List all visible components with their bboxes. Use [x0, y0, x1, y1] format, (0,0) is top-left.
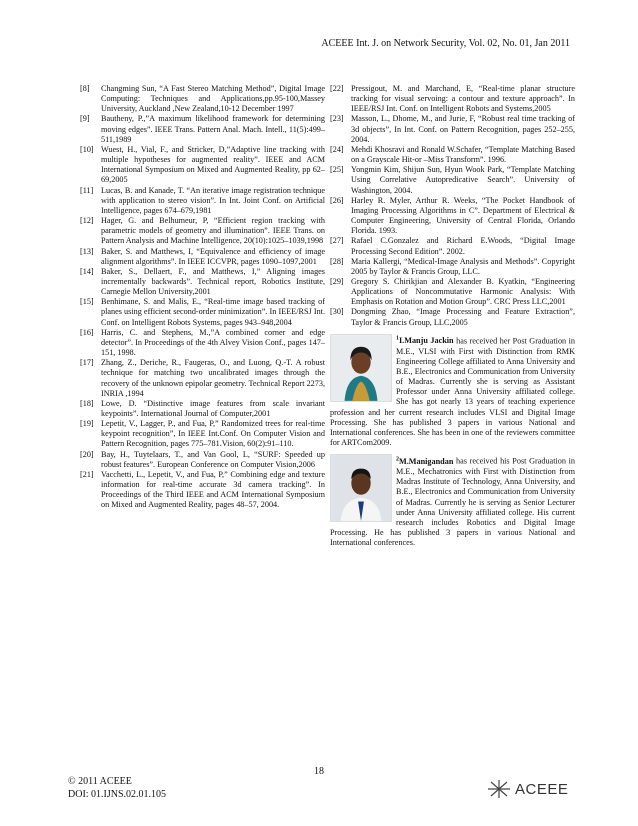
reference-number: [20]	[80, 449, 94, 459]
reference-number: [10]	[80, 144, 94, 154]
reference-item	[80, 145, 325, 186]
reference-number: [13]	[80, 246, 94, 256]
reference-text: Gregory S. Chirikjian and Alexander B. Kyatkin, “Engineering Applications of Noncommutative Harmonic Analysis: With Emphasis on Rotation and Motion Group”. CRC Press LLC,2001	[351, 276, 575, 307]
reference-number: [15]	[80, 297, 94, 307]
reference-item	[80, 267, 325, 297]
references-left-column	[80, 84, 325, 511]
reference-text: Bautheny, P.,”A maximum likelihood framework for determining moving edges”. IEEE Trans. Pattern Anal. Mach. Intell., 11(5):499–511,1989	[101, 114, 325, 144]
reference-item	[330, 84, 575, 114]
reference-text: Masson, L., Dhome, M., and Jurie, F, “Robust real time tracking of 3d objects”, In Int. Conf. on Pattern Recognition, pages 252–255, 2004.	[351, 114, 575, 144]
reference-text: Lepetit, V., Lagger, P., and Fua, P,” Randomized trees for real-time keypoint recognition”, In IEEE Int.Conf. On Computer Vision and Pattern Recognition, pages 775–781.Vision, 60(2):91–110.	[101, 419, 325, 449]
author-name-1: $^1$I.Manju Jackin	[396, 335, 454, 346]
author-bio-1	[330, 334, 575, 448]
aceee-logo	[486, 779, 568, 799]
reference-text: Maria Kallergi, “Medical-Image Analysis and Methods”. Copyright 2005 by Taylor & Francis Group, LLC.	[351, 256, 575, 276]
reference-text: Dongming Zhao, “Image Processing and Feature Extraction”, Taylor & Francis Group, LLC,2005	[351, 307, 575, 327]
journal-header: ACEEE Int. J. on Network Security, Vol. 02, No. 01, Jan 2011	[321, 38, 570, 49]
reference-text: Yongmin Kim, Shijun Sun, Hyun Wook Park, “Template Matching Using Correlative Autopredicative Search”. University of Washington, 2004.	[351, 165, 575, 195]
reference-text: Mehdi Khosravi and Ronald W.Schafer, “Template Matching Based on a Grayscale Hit-or –Miss Transform”. 1996.	[351, 144, 575, 165]
reference-text: Lowe, D. “Distinctive image features from scale invariant keypoints”. International Journal of Computer,2001	[101, 398, 325, 418]
reference-number: [8]	[80, 84, 90, 93]
reference-text: Changming Sun, “A Fast Stereo Matching Method”, Digital Image Computing: Techniques and Applications,pp.95-100,Massey University, Auckland ,New Zealand,10-12 December 1997	[101, 84, 325, 114]
reference-text: Harris, C. and Stephens, M.,”A combined corner and edge detector”. In Proceedings of the 4th Alvey Vision Conf., pages 147–151, 1998.	[101, 327, 325, 358]
reference-item	[80, 419, 325, 449]
reference-text: Benhimane, S. and Malis, E., “Real-time image based tracking of planes using efficient second-order minimization”. In IEEE/RSJ Int. Conf. on Intelligent Robots Systems, pages 943–948,2004	[101, 297, 325, 327]
reference-item	[80, 186, 325, 216]
reference-number: [25]	[330, 165, 344, 175]
reference-item	[80, 84, 325, 114]
reference-text: Baker, S. and Matthews, I, “Equivalence and efficiency of image alignment algorithms”. In IEEE ICCVPR, pages 1090–1097,2001	[101, 246, 325, 266]
reference-item	[80, 470, 325, 511]
reference-item	[330, 236, 575, 256]
reference-item	[80, 114, 325, 144]
man-portrait-icon	[331, 455, 391, 521]
reference-text: Baker, S., Dellaert, F., and Matthews, I,” Aligning images incrementally backwards”. Technical report, Robotics Institute, Carnegie Mellon University,2001	[101, 266, 325, 297]
reference-number: [30]	[330, 307, 344, 317]
reference-number: [23]	[330, 114, 344, 124]
reference-text: Vacchetti, L., Lepetit, V., and Fua, P,” Combining edge and texture information for real-time accurate 3d camera tracking”. In Proceedings of the Third IEEE and ACM International Symposium on Mixed and Augmented Reality, pages 48–57, 2004.	[101, 469, 325, 510]
logo-star-icon	[486, 779, 512, 799]
reference-number: [18]	[80, 398, 94, 408]
copyright: © 2011 ACEEE	[68, 776, 132, 787]
reference-number: [16]	[80, 327, 94, 337]
reference-item	[80, 358, 325, 399]
reference-text: Hager, G. and Belhumeur, P, “Efficient region tracking with parametric models of geometry and illumination”. IEEE Trans. on Pattern Analysis and Machine Intelligence, 20(10):1025–1039,1998	[101, 216, 325, 246]
reference-number: [17]	[80, 358, 94, 368]
reference-number: [24]	[330, 144, 344, 154]
author-name-2: $^2$M.Manigandan	[396, 456, 454, 466]
reference-number: [22]	[330, 84, 344, 93]
reference-number: [28]	[330, 256, 344, 266]
page-number: 18	[314, 766, 324, 777]
reference-item	[330, 114, 575, 144]
reference-item	[80, 450, 325, 470]
reference-item	[330, 165, 575, 195]
reference-text: Pressigout, M. and Marchand, E, “Real-time planar structure tracking for visual servoing: a contour and texture approach”. In IEEE/RSJ Int. Conf. on Intelligent Robots and Systems,2005	[351, 84, 575, 114]
reference-text: Zhang, Z., Deriche, R., Faugeras, O., and Luong, Q.-T. A robust technique for matching two uncalibrated images through the recovery of the unknown epipolar geometry. Technical Report 2273, INRIA ,1994	[101, 358, 325, 398]
reference-number: [21]	[80, 469, 94, 479]
reference-text: Bay, H., Tuytelaars, T., and Van Gool, L, “SURF: Speeded up robust features”. European Conference on Computer Vision,2006	[101, 449, 325, 469]
references-right-list	[330, 84, 575, 328]
author-photo-1	[330, 334, 392, 402]
reference-text: Wuest, H., Vial, F., and Stricker, D,”Adaptive line tracking with multiple hypotheses for augmented reality”. IEEE and ACM International Symposium on Mixed and Augmented Reality, pp 62–69,2005	[101, 144, 325, 185]
reference-text: Rafael C.Gonzalez and Richard E.Woods, “Digital Image Processing Second Edition”. 2002.	[351, 236, 575, 256]
reference-number: [29]	[330, 276, 344, 286]
woman-portrait-icon	[331, 335, 391, 401]
reference-number: [9]	[80, 114, 90, 124]
reference-number: [19]	[80, 419, 94, 429]
reference-number: [14]	[80, 266, 94, 276]
reference-item	[330, 196, 575, 237]
reference-item	[330, 277, 575, 307]
reference-item	[80, 297, 325, 327]
reference-item	[80, 247, 325, 267]
reference-item	[80, 216, 325, 246]
references-right-column	[330, 84, 575, 548]
logo-text: ACEEE	[515, 780, 569, 798]
reference-number: [27]	[330, 236, 344, 246]
author-bio-2-text: has received his Post Graduation in M.E., Mechatronics with First with Distinction from Madras Institute of Technology, Anna University, and B.E., Electronics and Communication from University of Madras. Currently he is serving as Senior Lecturer under Anna University affiliated college. His current research includes Robotics and Digital Image Processing. He has published 3 papers in various National and International conferences.	[330, 456, 575, 548]
reference-text: Harley R. Myler, Arthur R. Weeks, “The Pocket Handbook of Imaging Processing Algorithms in C”. Department of Electrical & Computer Engineering, University of Central Florida, Orlando Florida. 1993.	[351, 195, 575, 236]
reference-number: [11]	[80, 185, 94, 195]
reference-item	[330, 145, 575, 165]
author-bio-2	[330, 454, 575, 548]
doi: DOI: 01.IJNS.02.01.105	[68, 789, 167, 800]
author-bio-1-text: has received her Post Graduation in M.E., VLSI with First with Distinction from RMK Engineering College affiliated to Anna University and B.E., Electronics and Communication from University of Madras. Currently she is serving as Assistant Professor under Anna University affiliated college. She has got nearly 13 years of teaching experience profession and her current research includes VLSI and Digital Image Processing. She has published 3 papers in various National and International conferences. She has been in one of the reviewers committee for ARTCom2009.	[330, 336, 575, 448]
author-photo-2	[330, 454, 392, 522]
reference-item	[330, 257, 575, 277]
reference-text: Lucas, B. and Kanade, T. “An iterative image registration technique with application to stereo vision”. In Int. Joint Conf. on Artificial Intelligence, pages 674–679,1981	[101, 185, 325, 215]
reference-item	[330, 307, 575, 327]
reference-number: [26]	[330, 195, 344, 205]
reference-item	[80, 399, 325, 419]
reference-number: [12]	[80, 216, 94, 226]
reference-item	[80, 328, 325, 358]
